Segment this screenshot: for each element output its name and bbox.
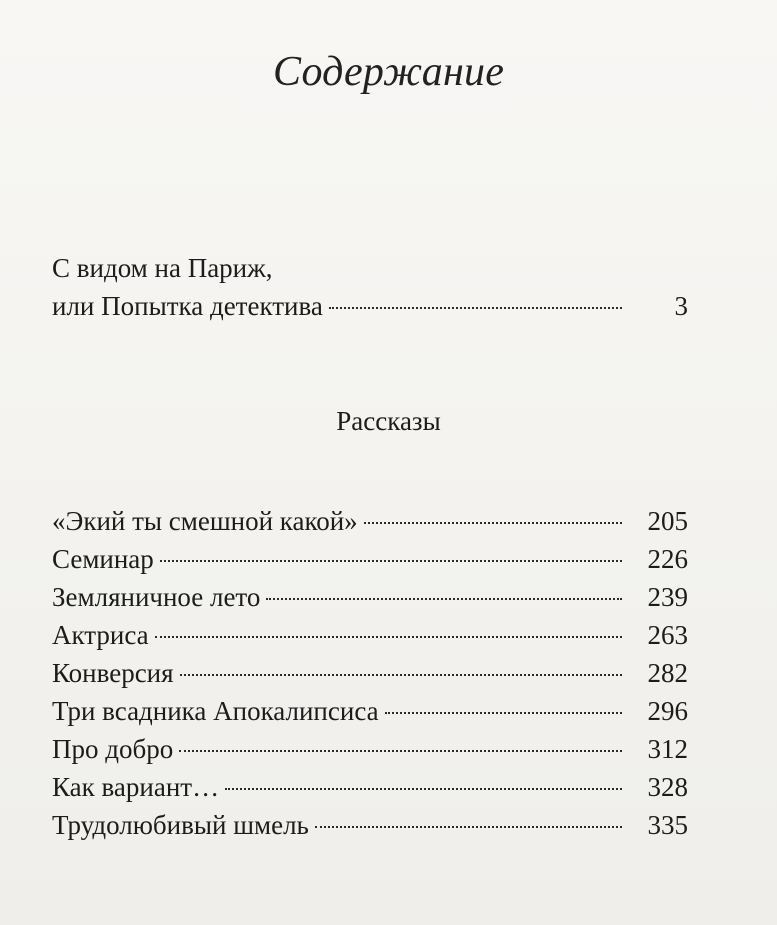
- dot-leader: [155, 636, 622, 638]
- toc-item-title: Про добро: [52, 734, 174, 764]
- toc-item-title: Актриса: [52, 620, 149, 650]
- toc-item-title: Семинар: [52, 544, 154, 574]
- section-heading: Рассказы: [336, 406, 441, 436]
- toc-row: [52, 506, 688, 544]
- front-entry-row: [52, 293, 688, 331]
- toc-item-page: 312: [647, 734, 688, 764]
- toc-row: [52, 810, 688, 848]
- toc-row: [52, 544, 688, 582]
- dot-leader: [179, 750, 622, 752]
- dot-leader: [385, 712, 622, 714]
- toc-row: [52, 696, 688, 734]
- toc-row: [52, 772, 688, 810]
- toc-row: [52, 734, 688, 772]
- toc-item-title: «Экий ты смешной какой»: [52, 506, 358, 536]
- dot-leader: [315, 826, 622, 828]
- front-entry-page: 3: [674, 291, 688, 321]
- toc-item-page: 239: [647, 582, 688, 612]
- toc-list: [52, 506, 688, 848]
- toc-item-page: 335: [647, 810, 688, 840]
- toc-row: [52, 582, 688, 620]
- dot-leader: [180, 674, 622, 676]
- toc-item-title: Три всадника Апокалипсиса: [52, 696, 379, 726]
- dot-leader: [266, 598, 622, 600]
- toc-item-page: 282: [647, 658, 688, 688]
- dot-leader: [225, 788, 622, 790]
- toc-item-title: Трудолюбивый шмель: [52, 810, 309, 840]
- toc-item-page: 205: [647, 506, 688, 536]
- toc-item-page: 296: [647, 696, 688, 726]
- dot-leader: [364, 522, 622, 524]
- toc-row: [52, 658, 688, 696]
- toc-item-page: 226: [647, 544, 688, 574]
- toc-item-title: Земляничное лето: [52, 582, 261, 612]
- toc-item-page: 263: [647, 620, 688, 650]
- toc-title: Содержание: [272, 49, 505, 95]
- front-toc-entry: [52, 255, 688, 331]
- toc-item-title: Конверсия: [52, 658, 174, 688]
- dot-leader: [329, 307, 622, 309]
- toc-item-title: Как вариант…: [52, 772, 220, 802]
- front-entry-line1: С видом на Париж,: [52, 253, 273, 283]
- front-entry-line2: или Попытка детектива: [52, 291, 323, 321]
- dot-leader: [160, 560, 622, 562]
- toc-item-page: 328: [647, 772, 688, 802]
- toc-row: [52, 620, 688, 658]
